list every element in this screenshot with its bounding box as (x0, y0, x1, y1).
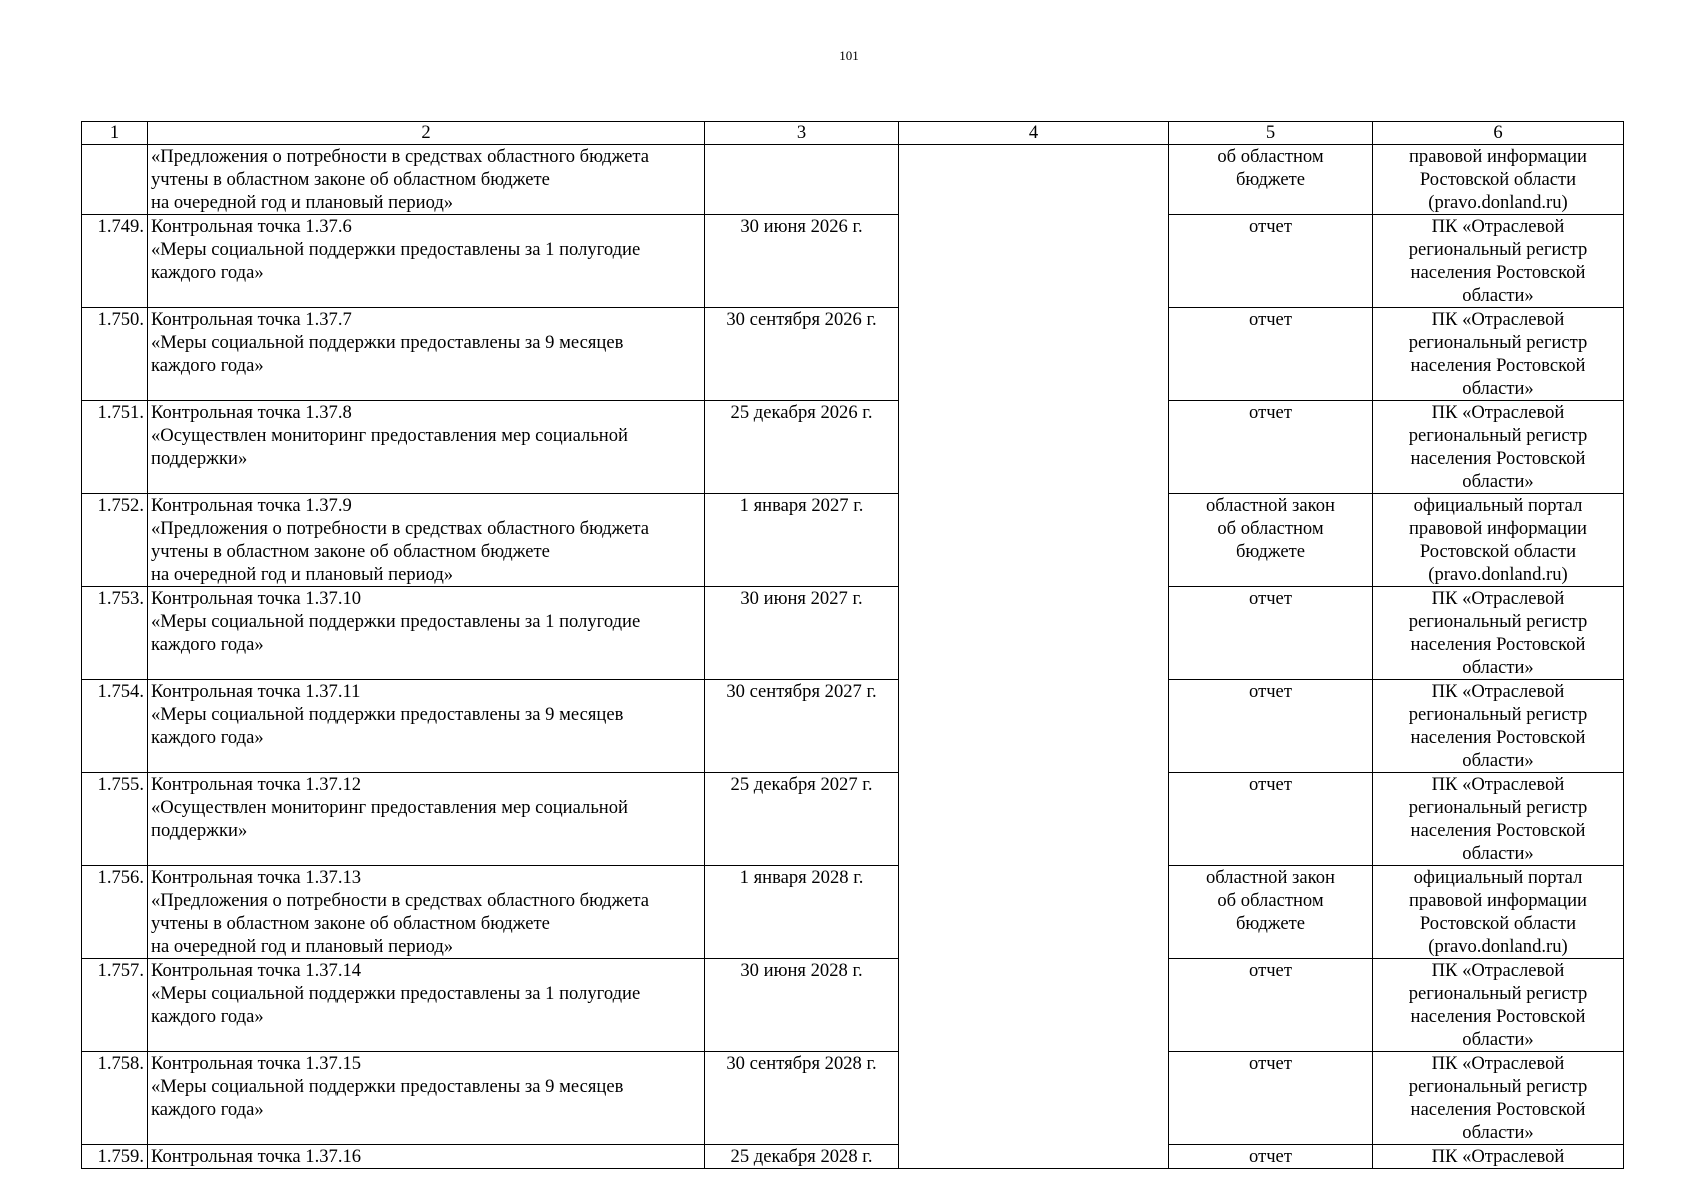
source-cell: официальный портал правовой информации Ростовской области (pravo.donland.ru) (1373, 494, 1624, 587)
date-cell: 30 июня 2027 г. (705, 587, 899, 680)
date-cell: 1 января 2028 г. (705, 866, 899, 959)
control-point-name-cell: Контрольная точка 1.37.15 «Меры социальной поддержки предоставлены за 9 месяцев каждого года» (148, 1052, 705, 1145)
row-number-cell: 1.753. (82, 587, 148, 680)
header-cell-1: 1 (82, 122, 148, 145)
header-cell-4: 4 (899, 122, 1169, 145)
control-point-name-cell: Контрольная точка 1.37.11 «Меры социальной поддержки предоставлены за 9 месяцев каждого года» (148, 680, 705, 773)
date-cell: 25 декабря 2028 г. (705, 1145, 899, 1169)
table-header-row (82, 122, 1624, 145)
table-row (82, 215, 1624, 308)
date-cell: 30 сентября 2026 г. (705, 308, 899, 401)
source-cell: ПК «Отраслевой региональный регистр населения Ростовской области» (1373, 308, 1624, 401)
source-cell: ПК «Отраслевой региональный регистр населения Ростовской области» (1373, 680, 1624, 773)
date-cell: 30 сентября 2027 г. (705, 680, 899, 773)
header-cell-3: 3 (705, 122, 899, 145)
header-cell-6: 6 (1373, 122, 1624, 145)
table-row (82, 1052, 1624, 1145)
merged-empty-cell (899, 145, 1169, 1169)
date-cell: 30 сентября 2028 г. (705, 1052, 899, 1145)
page-number: 101 (839, 48, 859, 63)
row-number-cell: 1.749. (82, 215, 148, 308)
document-cell: отчет (1169, 308, 1373, 401)
header-cell-2: 2 (148, 122, 705, 145)
source-cell: ПК «Отраслевой региональный регистр населения Ростовской области» (1373, 1052, 1624, 1145)
document-cell: отчет (1169, 215, 1373, 308)
control-point-name-cell: Контрольная точка 1.37.13 «Предложения о потребности в средствах областного бюджета учтены в областном законе об областном бюджете на очередной год и плановый период» (148, 866, 705, 959)
source-cell: ПК «Отраслевой региональный регистр населения Ростовской области» (1373, 401, 1624, 494)
date-cell: 25 декабря 2026 г. (705, 401, 899, 494)
row-number-cell: 1.755. (82, 773, 148, 866)
control-point-name-cell: Контрольная точка 1.37.8 «Осуществлен мониторинг предоставления мер социальной поддержки» (148, 401, 705, 494)
source-cell: ПК «Отраслевой региональный регистр населения Ростовской области» (1373, 215, 1624, 308)
document-cell: отчет (1169, 1052, 1373, 1145)
table-row (82, 401, 1624, 494)
source-cell: правовой информации Ростовской области (pravo.donland.ru) (1373, 145, 1624, 215)
document-cell: отчет (1169, 680, 1373, 773)
document-cell: об областном бюджете (1169, 145, 1373, 215)
control-point-name-cell: «Предложения о потребности в средствах областного бюджета учтены в областном законе об областном бюджете на очередной год и плановый период» (148, 145, 705, 215)
document-cell: отчет (1169, 959, 1373, 1052)
row-number-cell: 1.759. (82, 1145, 148, 1169)
row-number-cell: 1.757. (82, 959, 148, 1052)
control-point-name-cell: Контрольная точка 1.37.6 «Меры социальной поддержки предоставлены за 1 полугодие каждого года» (148, 215, 705, 308)
row-number-cell: 1.750. (82, 308, 148, 401)
control-point-name-cell: Контрольная точка 1.37.16 (148, 1145, 705, 1169)
source-cell: официальный портал правовой информации Ростовской области (pravo.donland.ru) (1373, 866, 1624, 959)
document-cell: отчет (1169, 773, 1373, 866)
table-row (82, 680, 1624, 773)
control-point-name-cell: Контрольная точка 1.37.9 «Предложения о потребности в средствах областного бюджета учтены в областном законе об областном бюджете на очередной год и плановый период» (148, 494, 705, 587)
control-points-table (81, 121, 1624, 1169)
document-cell: областной закон об областном бюджете (1169, 494, 1373, 587)
table-row (82, 866, 1624, 959)
date-cell (705, 145, 899, 215)
table-row (82, 959, 1624, 1052)
document-cell: отчет (1169, 401, 1373, 494)
control-point-name-cell: Контрольная точка 1.37.7 «Меры социальной поддержки предоставлены за 9 месяцев каждого года» (148, 308, 705, 401)
header-cell-5: 5 (1169, 122, 1373, 145)
source-cell: ПК «Отраслевой региональный регистр населения Ростовской области» (1373, 959, 1624, 1052)
control-point-name-cell: Контрольная точка 1.37.14 «Меры социальной поддержки предоставлены за 1 полугодие каждого года» (148, 959, 705, 1052)
row-number-cell: 1.756. (82, 866, 148, 959)
date-cell: 30 июня 2026 г. (705, 215, 899, 308)
source-cell: ПК «Отраслевой региональный регистр населения Ростовской области» (1373, 773, 1624, 866)
table-row (82, 773, 1624, 866)
table-row (82, 587, 1624, 680)
control-point-name-cell: Контрольная точка 1.37.12 «Осуществлен мониторинг предоставления мер социальной поддержки» (148, 773, 705, 866)
source-cell: ПК «Отраслевой (1373, 1145, 1624, 1169)
source-cell: ПК «Отраслевой региональный регистр населения Ростовской области» (1373, 587, 1624, 680)
table-row (82, 145, 1624, 215)
table-row (82, 1145, 1624, 1169)
row-number-cell (82, 145, 148, 215)
row-number-cell: 1.758. (82, 1052, 148, 1145)
row-number-cell: 1.752. (82, 494, 148, 587)
date-cell: 1 января 2027 г. (705, 494, 899, 587)
row-number-cell: 1.754. (82, 680, 148, 773)
table-row (82, 494, 1624, 587)
date-cell: 25 декабря 2027 г. (705, 773, 899, 866)
control-point-name-cell: Контрольная точка 1.37.10 «Меры социальной поддержки предоставлены за 1 полугодие каждого года» (148, 587, 705, 680)
date-cell: 30 июня 2028 г. (705, 959, 899, 1052)
document-cell: областной закон об областном бюджете (1169, 866, 1373, 959)
document-cell: отчет (1169, 587, 1373, 680)
table-row (82, 308, 1624, 401)
document-cell: отчет (1169, 1145, 1373, 1169)
row-number-cell: 1.751. (82, 401, 148, 494)
